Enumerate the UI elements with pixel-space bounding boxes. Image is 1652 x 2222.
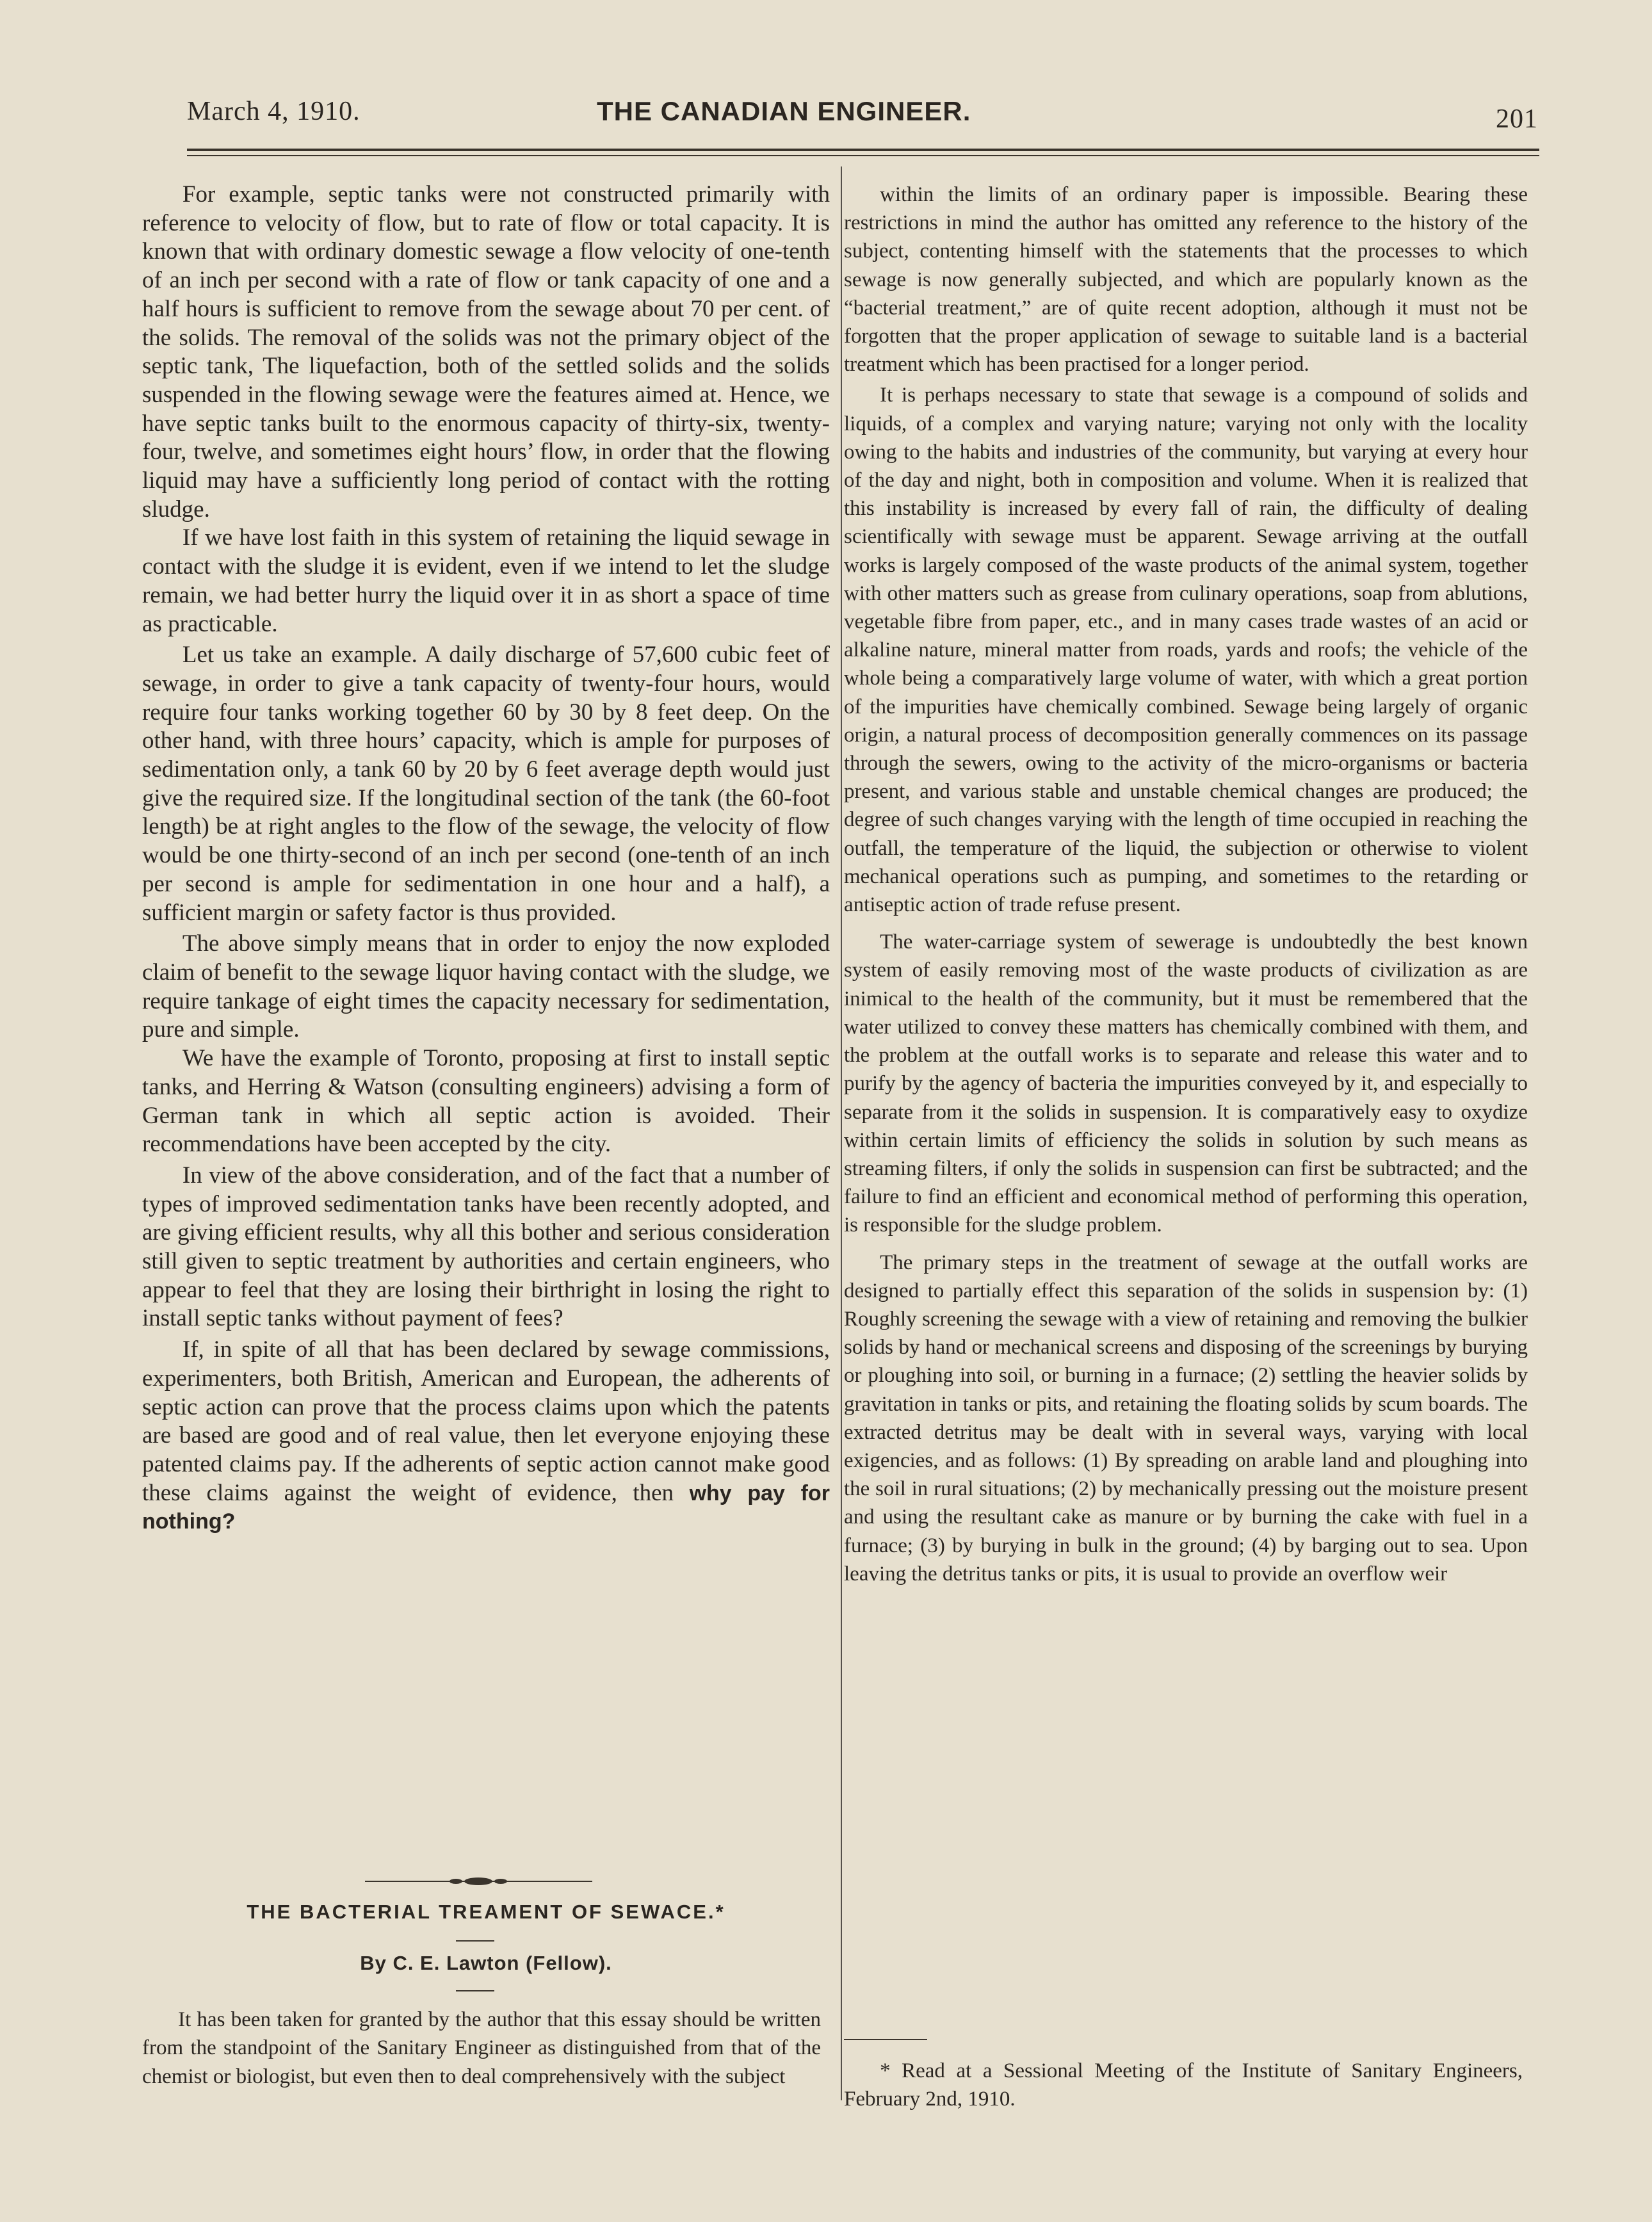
paragraph: The above simply means that in order to enjoy the now exploded claim of benefit to the sewage liquor having contact with the sludge, we require tankage of eight times the capacity necessary for sedimentation, pure and simple.: [142, 930, 830, 1043]
paragraph: We have the example of Toronto, proposing at first to install septic tanks, and Herring & Watson (consulting engineers) advising a form of German tank in which all septic action is avoided. Their recommendations have been accepted by the city.: [142, 1045, 830, 1158]
header-rule: [187, 149, 1539, 151]
byline-rule: [456, 1990, 494, 1991]
article-title: THE BACTERIAL TREAMENT OF SEWACE.*: [247, 1901, 725, 1923]
page-number: 201: [1496, 104, 1538, 134]
article-intro: [142, 2006, 821, 2091]
closing-emphasis: why pay for nothing?: [142, 1480, 830, 1534]
running-head: [187, 96, 1538, 141]
section-ornament: [365, 1875, 592, 1888]
right-column: [844, 181, 1528, 1588]
paragraph: If we have lost faith in this system of retaining the liquid sewage in contact with the sludge it is evident, even if we intend to let the sludge remain, we had better hurry the liquid over it in as short a space of time as practicable.: [142, 524, 830, 637]
paragraph: Let us take an example. A daily discharge of 57,600 cubic feet of sewage, in order to give a tank capacity of twenty-four hours, would require four tanks working together 60 by 30 by 8 feet deep. On the other hand, with three hours’ capacity, which is ample for purposes of sedimentation only, a tank 60 by 20 by 6 feet average depth would just give the required size. If the longitudinal section of the tank (the 60-foot length) be at right angles to the flow of the sewage, the velocity of flow would be one thirty-second of an inch per second (one-tenth of an inch per second is ample for sedimentation in one hour and a half), a sufficient margin or safety factor is thus provided.: [142, 642, 830, 926]
paragraph: The primary steps in the treatment of sewage at the outfall works are designed to partially effect this separation of the solids in suspension by: (1) Roughly screening the sewage with a view of retaining and removing the bulkier solids by hand or mechanical screens and disposing of the screenings by burying or ploughing into soil, or burning in a furnace; (2) settling the heavier solids by gravitation in tanks or pits, and retaining the floating solids by scum boards. The extracted detritus may be dealt with in several ways, varying with local exigencies, and as follows: (1) By spreading on arable land and ploughing into the soil in rural situations; (2) by mechanically pressing out the moisture present and using the resultant cake as manure or by burning the cake with fuel in a furnace; (3) by burying in bulk in the ground; (4) by barging out to sea. Upon leaving the detritus tanks or pits, it is usual to provide an overflow weir: [844, 1251, 1528, 1585]
footnote-rule: [844, 2039, 927, 2040]
paragraph: [142, 1336, 830, 1536]
footnote: [844, 2057, 1523, 2113]
paragraph: In view of the above consideration, and of the fact that a number of types of improved sedimentation tanks have been recently adopted, and are giving efficient results, why all this bother and serious consideration still given to septic treatment by authorities and certain engineers, who appear to feel that they are losing their birthright in losing the right to install septic tanks without payment of fees?: [142, 1162, 830, 1332]
article-byline: By C. E. Lawton (Fellow).: [360, 1952, 612, 1974]
journal-title: THE CANADIAN ENGINEER.: [597, 96, 971, 126]
left-column: [142, 181, 830, 1536]
paragraph: within the limits of an ordinary paper is impossible. Bearing these restrictions in mind the author has omitted any reference to the history of the subject, contenting himself with the statements that the processes to which sewage is now generally subjected, and which are popularly known as the “bacterial treatment,” are of quite recent adoption, although it must not be forgotten that the proper application of sewage to suitable land is a bacterial treatment which has been practised for a longer period.: [844, 183, 1528, 377]
paragraph: It has been taken for granted by the author that this essay should be written from the standpoint of the Sanitary Engineer as distinguished from that of the chemist or biologist, but even then to deal comprehensively with the subject: [142, 2008, 821, 2088]
issue-date: March 4, 1910.: [187, 97, 360, 126]
footnote-text: * Read at a Sessional Meeting of the Institute of Sanitary Engineers, February 2nd, 1910.: [844, 2059, 1523, 2111]
paragraph: For example, septic tanks were not constructed primarily with reference to velocity of flow, but to rate of flow or total capacity. It is known that with ordinary domestic sewage a flow velocity of one-tenth of an inch per second with a rate of flow or tank capacity of one and a half hours is sufficient to remove from the sewage about 70 per cent. of the solids. The removal of the solids was not the primary object of the septic tank, The liquefaction, both of the settled solids and the solids suspended in the flowing sewage were the features aimed at. Hence, we have septic tanks built to the enormous capacity of thirty-six, twenty-four, twelve, and sometimes eight hours’ flow, in order that the flowing liquid may have a sufficiently long period of contact with the rotting sludge.: [142, 181, 830, 523]
paragraph: It is perhaps necessary to state that sewage is a compound of solids and liquids, of a complex and varying nature; varying not only with the locality owing to the habits and industries of the community, but varying at every hour of the day and night, both in composition and volume. When it is realized that this instability is increased by every fall of rain, the difficulty of dealing scientifically with sewage must be apparent. Sewage arriving at the outfall works is largely composed of the waste products of the animal system, together with other matters such as grease from culinary operations, soap from ablutions, vegetable fibre from paper, etc., and in many cases trade wastes of an acid or alkaline nature, mineral matter from roads, yards and roofs; the vehicle of the whole being a comparatively large volume of water, with which a great portion of the impurities have chemically combined. Sewage being largely of organic origin, a natural process of decomposition generally commences on its passage through the sewers, owing to the activity of the micro-organisms or bacteria present, and various stable and unstable chemical changes are produced; the degree of such changes varying with the length of time occupied in reaching the outfall, the temperature of the liquid, the subjection or otherwise to violent mechanical operations such as pumping, and sometimes to the retarding or antiseptic action of trade refuse present.: [844, 384, 1528, 917]
column-divider: [841, 166, 842, 2100]
paragraph-text: If, in spite of all that has been declared by sewage commissions, experimenters, both British, American and European, the adherents of septic action can prove that the process claims upon which the patents are based are good and of real value, then let everyone enjoying these patented claims pay. If the adherents of septic action cannot make good these claims against the weight of evidence, then: [142, 1336, 830, 1506]
header-rule-thin: [187, 155, 1539, 156]
title-rule: [456, 1940, 494, 1942]
paragraph: The water-carriage system of sewerage is undoubtedly the best known system of easily removing most of the waste products of civilization as are inimical to the health of the community, but it must be remembered that the water utilized to convey these matters has chemically combined with them, and the problem at the outfall works is to separate and release this water and to purify by the agency of bacteria the impurities conveyed by it, and especially to separate from it the solids in suspension. It is comparatively easy to oxydize within certain limits of efficiency the solids in solution by such means as streaming filters, if only the solids in suspension can first be subtracted; and the failure to find an efficient and economical method of performing this operation, is responsible for the sludge problem.: [844, 930, 1528, 1237]
